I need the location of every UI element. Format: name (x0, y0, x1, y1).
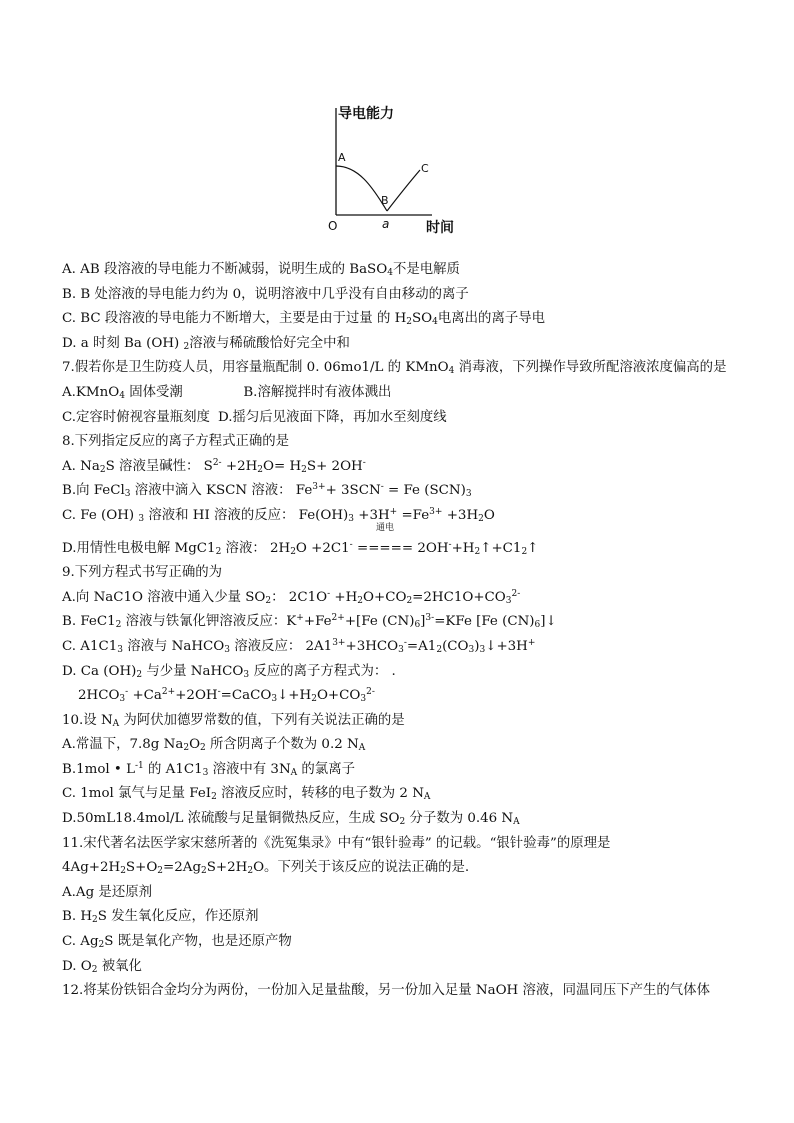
y-axis-label: 导电能力 (338, 106, 394, 122)
q7-options-ab (62, 381, 738, 406)
curve-ab (336, 166, 387, 211)
q9-option-d: D. Ca $(OH)_2$ 与少量 NaHCO$_3$ 反应的离子方程式为： . (62, 663, 396, 680)
q7-option-d: D.摇匀后见液面下降，再加水至刻度线 (217, 409, 447, 425)
q8-option-b: B.向 FeCl$_3$ 溶液中滴入 KSCN 溶液： $Fe^{3+}+ 3SCN^- = Fe$ $(SCN)_3$ (62, 482, 472, 500)
q7-stem: 7.假若你是卫生防疫人员，用容量瓶配制 0. 06mo1/L 的 KMnO$_4$ 消毒液，下列操作导致所配溶液浓度偏高的是 (62, 360, 727, 377)
q9-option-d-equation: $2HCO_3^-$ $+Ca^{2+}+2OH^-=CaCO_3↓+H_2O+CO_3^{2-}$ (78, 687, 375, 705)
point-b-label: B (381, 194, 389, 207)
q7-options-cd (62, 406, 738, 431)
conductivity-graph-svg (320, 98, 470, 243)
q10-option-b: B.1mol • $L^{-1}$ 的 $A1C1_3$ 溶液中有 $3N_A$ 的氯离子 (62, 760, 355, 778)
q11-option-a: A.Ag 是还原剂 (62, 884, 152, 900)
curve-bc (387, 170, 420, 211)
q7-option-b: B.溶解搅拌时有液体溅出 (243, 384, 392, 400)
q10-stem: 10.设 $N_A$ 为阿伏加德罗常数的值，下列有关说法正确的是 (62, 712, 405, 729)
origin-label: O (328, 219, 338, 233)
q12-stem: 12.将某份铁铝合金均分为两份，一份加入足量盐酸，另一份加入足量 NaOH 溶液，同温同压下产生的气体体 (62, 983, 710, 999)
question-content (62, 258, 738, 1004)
q8-option-c: C. Fe (OH) $_3$ 溶液和 HI 溶液的反应： $Fe(OH)_3 +3H^+ =Fe^{3+} +3H_2O$ (62, 506, 495, 524)
q7-option-a: A.KMnO$_4$ 固体受潮 (62, 384, 183, 401)
conductivity-graph (320, 98, 470, 243)
point-a-label: A (338, 151, 346, 164)
q11-option-b: B. $H_2S$ 发生氧化反应，作还原剂 (62, 909, 259, 926)
q6-option-d: D. a 时刻 Ba (OH) $_2$溶液与稀硫酸恰好完全中和 (62, 335, 350, 352)
x-axis-label: 时间 (426, 220, 454, 236)
point-c-label: C (421, 162, 429, 175)
q11-option-d: D. $O_2$ 被氧化 (62, 958, 142, 975)
q6-option-c: C. BC 段溶液的导电能力不断增大，主要是由于过量 的 $H_2SO_4$电离出的离子导电 (62, 311, 546, 328)
electrolysis-sign: 通电 ===== (356, 522, 414, 556)
q6-option-a: A. AB 段溶液的导电能力不断减弱，说明生成的 BaSO$_4$不是电解质 (62, 262, 460, 278)
q11-stem-line2: $4Ag+2H_2S+O_2=2Ag_2S+2H_2O$。下列关于该反应的说法正确的是. (62, 860, 470, 877)
q11-option-c: C. $Ag_2S$ 既是氧化产物，也是还原产物 (62, 934, 292, 951)
q8-stem: 8.下列指定反应的离子方程式正确的是 (62, 434, 290, 450)
q9-stem: 9.下列方程式书写正确的为 (62, 565, 223, 581)
q8-option-d: D.用情性电极电解 $MgC1_2$ 溶液： $2H_2O +2C1^-$ 通电 ===== $2OH^-+H_2↑+C1_2↑$ (62, 537, 738, 562)
q10-option-a: A.常温下，7.8g $Na_2O_2$ 所含阴离子个数为 0.2 $N_A$ (62, 737, 366, 754)
x-mark-a: a (382, 217, 390, 231)
q9-option-a: A.向 NaC1O 溶液中通入少量 $SO_2$： $2C1O^- +H_2O+CO_2=2HC1O+CO_3^{2-}$ (62, 588, 521, 606)
q8-option-a: A. $Na_2S$ 溶液呈碱性： $S^{2-} +2H_2O= H_2S+ 2OH^-$ (62, 457, 366, 475)
q10-option-d: D.50mL18.4mol/L 浓硫酸与足量铜微热反应，生成 $SO_2$ 分子数为 0.46 $N_A$ (62, 811, 520, 828)
q10-option-c: C. 1mol 氯气与足量 FeI$_2$ 溶液反应时，转移的电子数为 2 $N_A$ (62, 786, 431, 803)
q11-stem-line1: 11.宋代著名法医学家宋慈所著的《洗冤集录》中有“银针验毒” 的记载。“银针验毒”的原理是 (62, 835, 611, 851)
q9-option-c: C. $A1C1_3$ 溶液与 NaHCO$_3$ 溶液反应： $2A1^{3+}+3HCO_3^-=A1_2(CO_3)_3↓+3H^+$ (62, 637, 536, 655)
q9-option-b: B. $FeC1_2$ 溶液与铁氰化钾溶液反应：$K^++Fe^{2+}+[Fe$ $(CN)_6]^{3-}=KFe$ [Fe $(CN)_6]↓$ (62, 613, 557, 631)
q6-option-b: B. B 处溶液的导电能力约为 0，说明溶液中几乎没有自由移动的离子 (62, 286, 469, 302)
q7-option-c: C.定容时俯视容量瓶刻度 (62, 409, 210, 425)
